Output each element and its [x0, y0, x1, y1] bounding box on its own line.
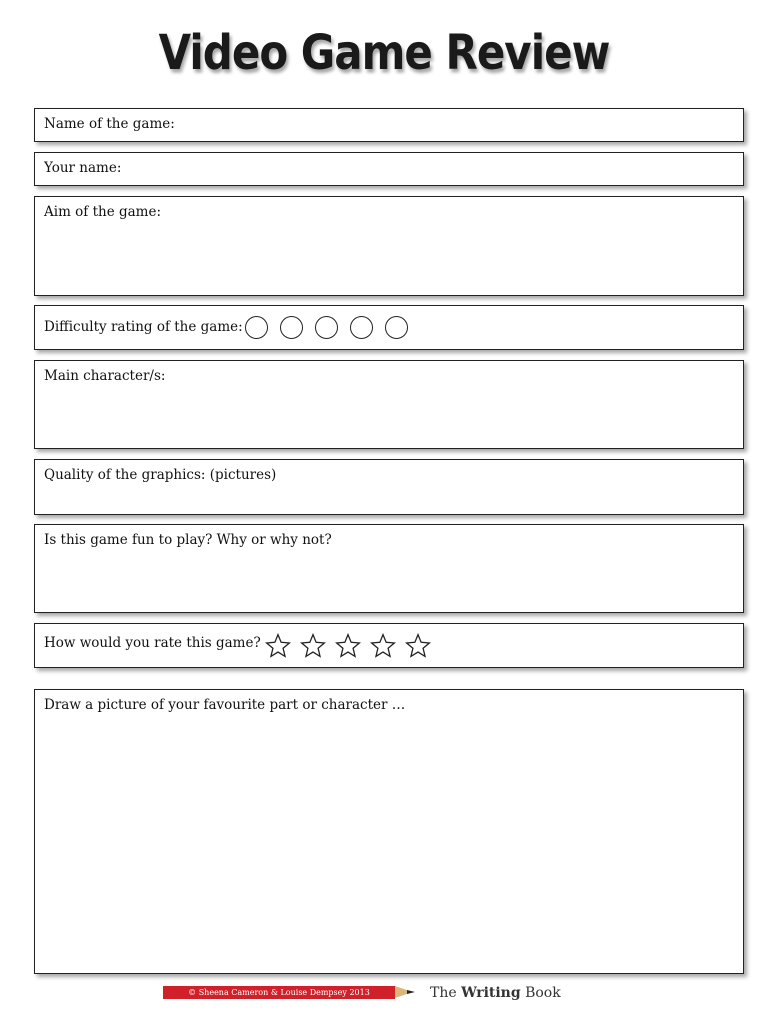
- fun-label: Is this game fun to play? Why or why not?: [44, 532, 332, 548]
- drawing-label: Draw a picture of your favourite part or character …: [44, 697, 406, 713]
- difficulty-circle-3[interactable]: [315, 316, 338, 339]
- aim-label: Aim of the game:: [44, 204, 162, 220]
- star-icon-1[interactable]: [265, 633, 291, 659]
- main-character-field[interactable]: [34, 360, 744, 449]
- difficulty-circle-1[interactable]: [245, 316, 268, 339]
- difficulty-circle-5[interactable]: [385, 316, 408, 339]
- difficulty-circles: [245, 306, 420, 349]
- star-icon-2[interactable]: [300, 633, 326, 659]
- star-icon-3[interactable]: [335, 633, 361, 659]
- copyright-pencil: © Sheena Cameron & Louise Dempsey 2013: [163, 986, 395, 999]
- difficulty-circle-4[interactable]: [350, 316, 373, 339]
- pencil-lead-icon: [407, 990, 415, 994]
- your-name-field[interactable]: [34, 152, 744, 186]
- brand-prefix: The: [430, 985, 457, 1001]
- star-icon-4[interactable]: [370, 633, 396, 659]
- star-icon-5[interactable]: [405, 633, 431, 659]
- difficulty-label: Difficulty rating of the game:: [44, 319, 243, 335]
- footer: [0, 984, 768, 1004]
- rate-game-field: [34, 623, 744, 668]
- main-character-label: Main character/s:: [44, 368, 166, 384]
- game-name-field[interactable]: [34, 108, 744, 142]
- aim-field[interactable]: [34, 196, 744, 296]
- page-title: Video Game Review: [158, 24, 610, 81]
- brand-suffix: Book: [525, 985, 561, 1001]
- drawing-area[interactable]: [34, 689, 744, 974]
- graphics-label: Quality of the graphics: (pictures): [44, 467, 277, 483]
- your-name-label: Your name:: [44, 160, 122, 176]
- rate-label: How would you rate this game?: [44, 635, 261, 651]
- brand-logo: [430, 985, 561, 1001]
- fun-field[interactable]: [34, 524, 744, 613]
- rating-stars: [265, 624, 440, 667]
- brand-bold: Writing: [461, 985, 521, 1001]
- graphics-field[interactable]: [34, 459, 744, 515]
- game-name-label: Name of the game:: [44, 116, 175, 132]
- difficulty-circle-2[interactable]: [280, 316, 303, 339]
- difficulty-rating-field: [34, 305, 744, 350]
